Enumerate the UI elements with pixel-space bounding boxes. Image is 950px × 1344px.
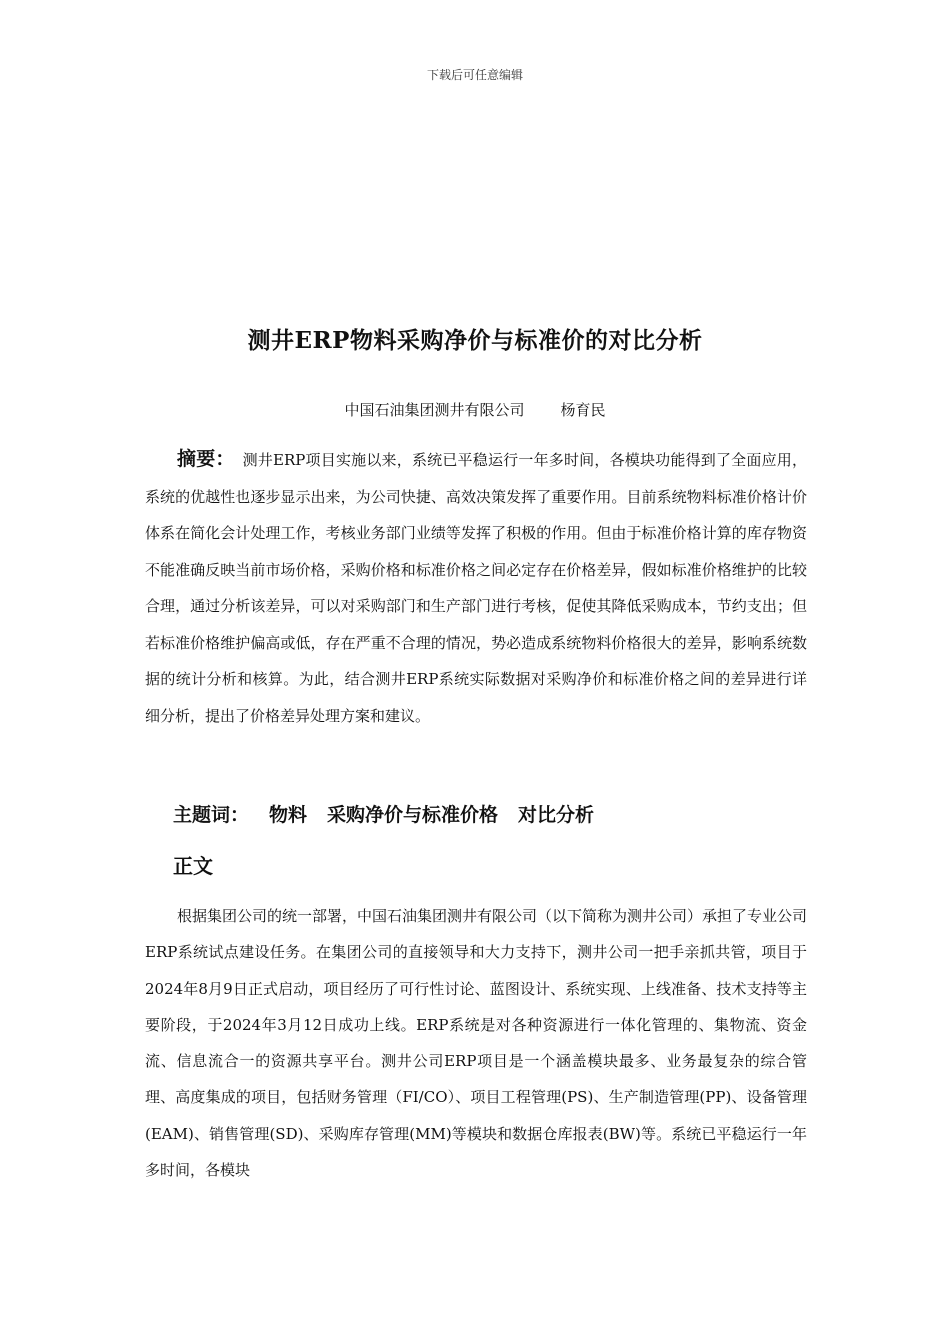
- header-note: 下载后可任意编辑: [426, 68, 523, 82]
- keywords-line: [173, 800, 594, 827]
- keyword-item: 采购净价与标准价格: [327, 804, 499, 826]
- keyword-item: 对比分析: [518, 804, 595, 826]
- section-heading: 正文: [173, 854, 213, 878]
- abstract-paragraph: [145, 441, 807, 734]
- keywords-label: 主题词：: [173, 804, 250, 826]
- author-line: [0, 399, 950, 420]
- affiliation: 中国石油集团测井有限公司: [344, 401, 525, 419]
- abstract-label: 摘要：: [177, 448, 235, 470]
- author-name: 杨育民: [560, 401, 606, 419]
- abstract-text: 测井ERP项目实施以来，系统已平稳运行一年多时间，各模块功能得到了全面应用，系统的优越性也逐步显示出来，为公司快捷、高效决策发挥了重要作用。目前系统物料标准价格计价体系在简化会计处理工作，考核业务部门业绩等发挥了积极的作用。但由于标准价格计算的库存物资不能准确反映当前市场价格，采购价格和标准价格之间必定存在价格差异，假如标准价格维护的比较合理，通过分析该差异，可以对采购部门和生产部门进行考核，促使其降低采购成本，节约支出；但若标准价格维护偏高或低，存在严重不合理的情况，势必造成系统物料价格很大的差异，影响系统数据的统计分析和核算。为此，结合测井ERP系统实际数据对采购净价和标准价格之间的差异进行详细分析，提出了价格差异处理方案和建议。: [145, 451, 807, 725]
- keyword-item: 物料: [269, 804, 308, 826]
- body-paragraph: 根据集团公司的统一部署，中国石油集团测井有限公司（以下简称为测井公司）承担了专业公司ERP系统试点建设任务。在集团公司的直接领导和大力支持下，测井公司一把手亲抓共管，项目于2024年8月9日正式启动，项目经历了可行性讨论、蓝图设计、系统实现、上线准备、技术支持等主要阶段，于2024年3月12日成功上线。ERP系统是对各种资源进行一体化管理的、集物流、资金流、信息流合一的资源共享平台。测井公司ERP项目是一个涵盖模块最多、业务最复杂的综合管理、高度集成的项目，包括财务管理（FI/CO）、项目工程管理(PS)、生产制造管理(PP)、设备管理(EAM)、销售管理(SD)、采购库存管理(MM)等模块和数据仓库报表(BW)等。系统已平稳运行一年多时间，各模块: [145, 907, 808, 1180]
- paper-title: 测井ERP物料采购净价与标准价的对比分析: [247, 327, 703, 354]
